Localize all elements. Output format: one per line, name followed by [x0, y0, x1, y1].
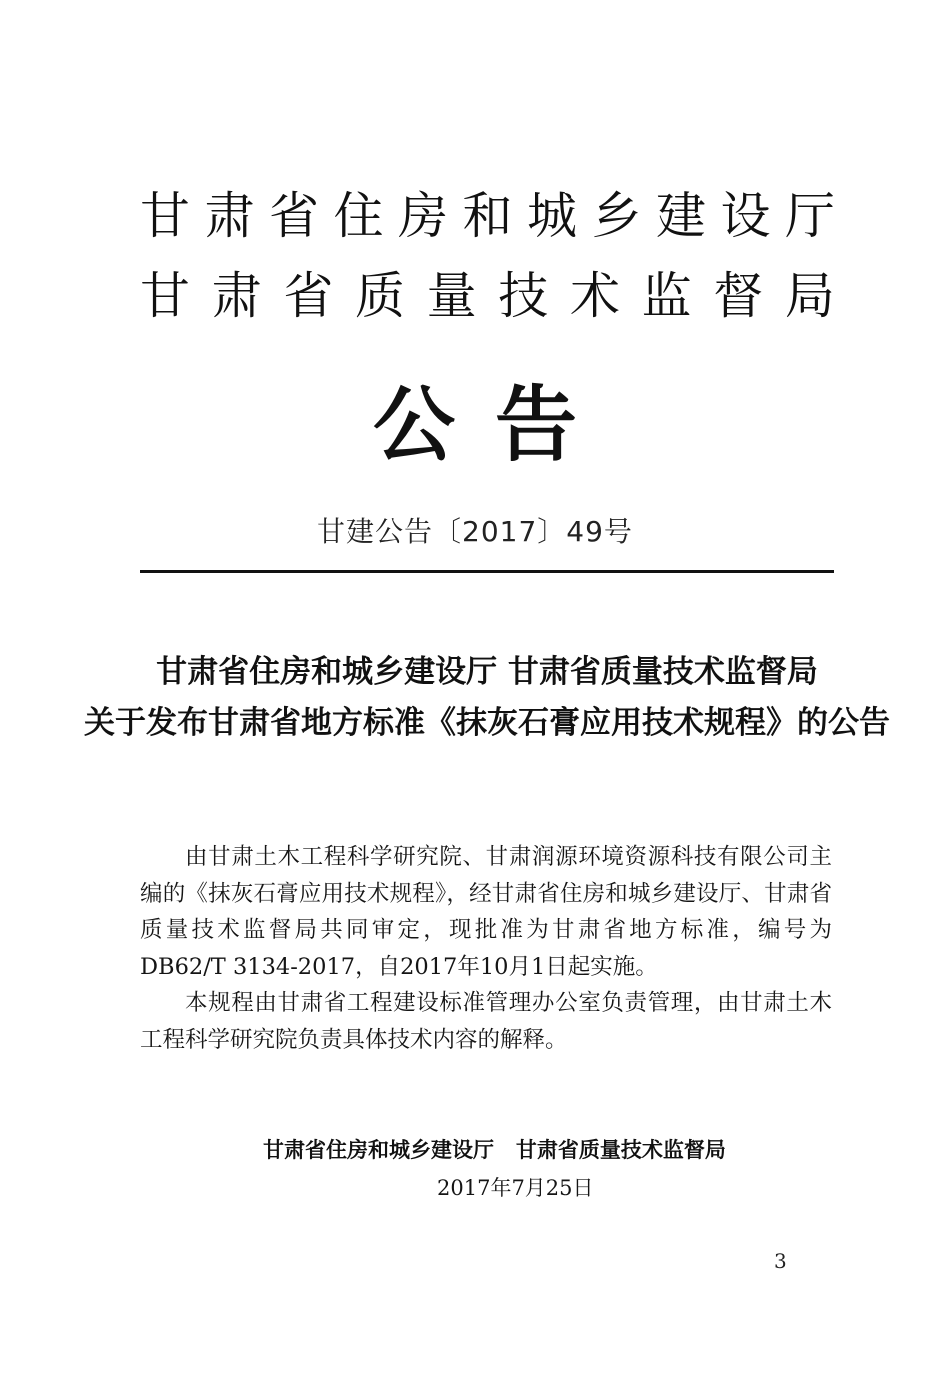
issuer-heading-char: 建	[656, 187, 706, 245]
body-paragraph-1-block	[140, 839, 832, 985]
body-paragraph-2-block	[140, 985, 832, 1058]
issuer-heading-line-1	[140, 186, 835, 246]
issuer-heading-char: 省	[283, 267, 334, 325]
announcement-title-line-2: 关于发布甘肃省地方标准《抹灰石膏应用技术规程》的公告	[84, 705, 890, 741]
body-paragraph-2: 本规程由甘肃省工程建设标准管理办公室负责管理，由甘肃土木工程科学研究院负责具体技术内容的解释。	[140, 990, 832, 1053]
issuer-heading-char: 量	[426, 267, 477, 325]
page-number: 3	[774, 1249, 787, 1273]
issuer-heading-line-2	[140, 266, 835, 326]
issuer-heading-char: 甘	[140, 187, 190, 245]
issuer-heading-char: 质	[354, 267, 405, 325]
issuer-heading-char: 和	[462, 187, 513, 245]
issuer-heading-char: 厅	[785, 187, 835, 245]
issuer-heading-char: 技	[498, 267, 549, 325]
issuer-heading-char: 督	[713, 267, 764, 325]
announcement-title-line-1: 甘肃省住房和城乡建设厅 甘肃省质量技术监督局	[156, 654, 818, 690]
issuer-heading-char: 术	[569, 267, 620, 325]
issuer-heading-char: 肃	[204, 187, 255, 245]
issuer-heading-char: 设	[720, 187, 771, 245]
issuer-heading-char: 乡	[591, 187, 642, 245]
issuer-heading-char: 房	[398, 187, 448, 245]
issuer-heading-char: 住	[333, 187, 384, 245]
document-number: 甘建公告〔2017〕49号	[317, 515, 633, 548]
issuer-heading-char: 省	[269, 187, 319, 245]
issuer-heading-char: 监	[641, 267, 692, 325]
issuer-heading-char: 城	[527, 187, 577, 245]
issuer-heading-char: 甘	[140, 267, 190, 325]
body-paragraph-1: 由甘肃土木工程科学研究院、甘肃润源环境资源科技有限公司主编的《抹灰石膏应用技术规程》，经甘肃省住房和城乡建设厅、甘肃省质量技术监督局共同审定，现批准为甘肃省地方标准，编号为DB62/T 3134-2017，自2017年10月1日起实施。	[140, 844, 832, 980]
document-type-heading: 公告	[372, 378, 617, 473]
signature-issuers: 甘肃省住房和城乡建设厅 甘肃省质量技术监督局	[263, 1138, 726, 1162]
signature-date: 2017年7月25日	[437, 1176, 594, 1200]
header-divider	[140, 570, 834, 573]
issuer-heading-char: 局	[784, 267, 835, 325]
issuer-heading-char: 肃	[211, 267, 262, 325]
